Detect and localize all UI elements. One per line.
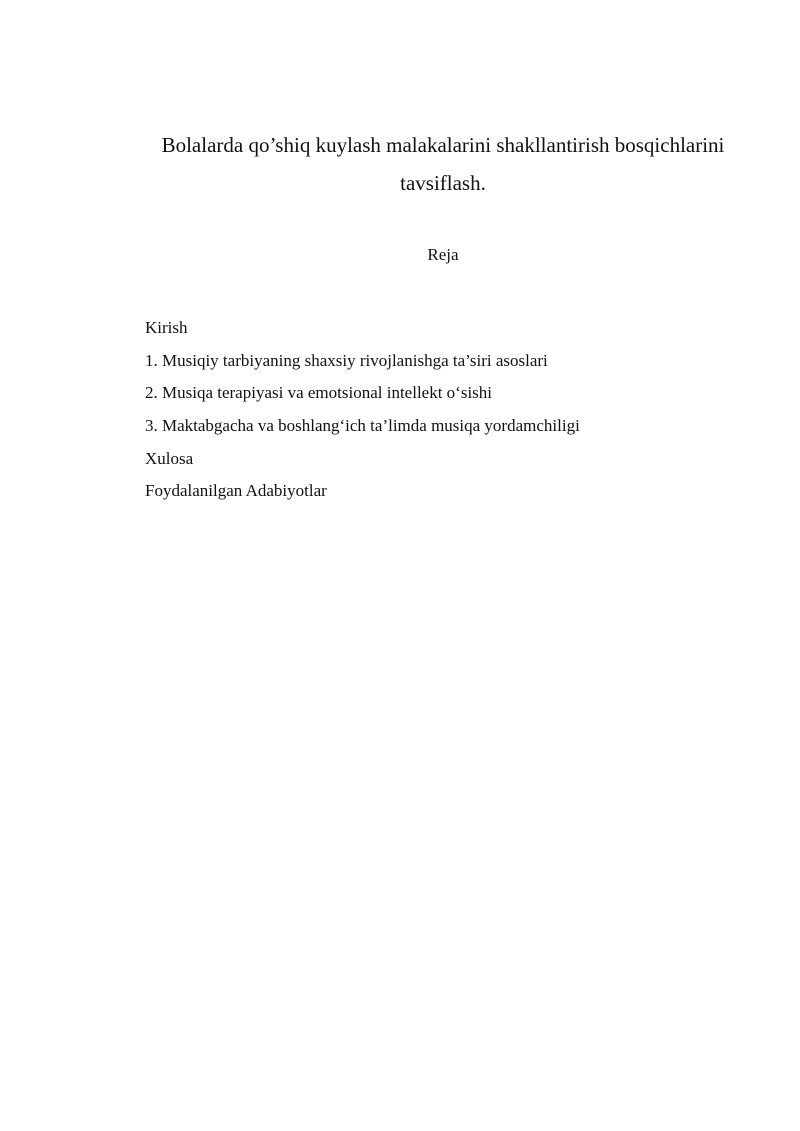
title-line-1: Bolalarda qo’shiq kuylash malakalarini shakllantirish bosqichlarini xyxy=(161,133,725,157)
document-title xyxy=(140,126,746,202)
toc-item-references: Foydalanilgan Adabiyotlar xyxy=(145,481,327,501)
toc-item-chapter-3: 3. Maktabgacha va boshlang‘ich ta’limda musiqa yordamchiligi xyxy=(145,416,580,436)
toc-item-chapter-1: 1. Musiqiy tarbiyaning shaxsiy rivojlanishga ta’siri asoslari xyxy=(145,350,548,370)
table-of-contents xyxy=(145,317,580,513)
toc-item-conclusion: Xulosa xyxy=(145,448,194,468)
plan-heading: Reja xyxy=(427,245,459,264)
toc-item-introduction: Kirish xyxy=(145,318,188,337)
toc-item-chapter-2: 2. Musiqa terapiyasi va emotsional intellekt o‘sishi xyxy=(145,383,493,403)
title-line-2: tavsiflash. xyxy=(400,171,486,195)
